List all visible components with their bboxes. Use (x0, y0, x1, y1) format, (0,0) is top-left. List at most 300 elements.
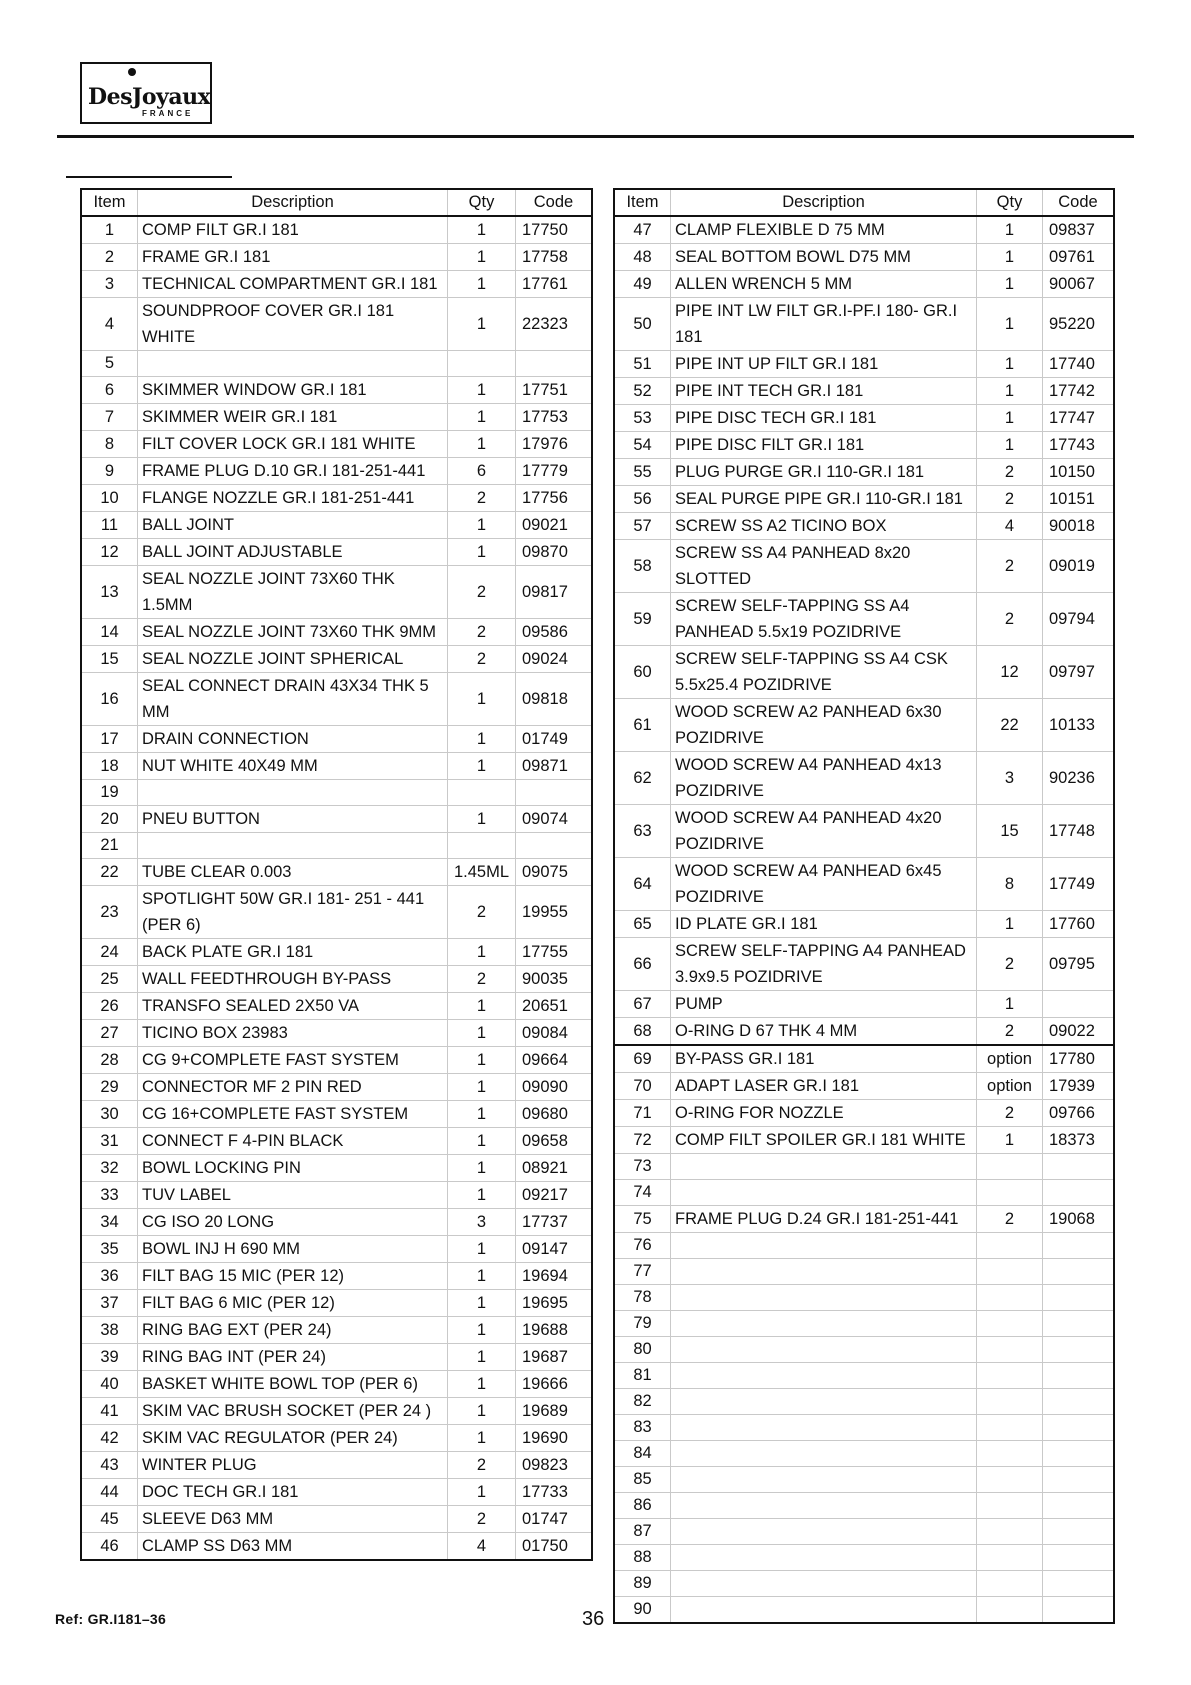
table-row (615, 752, 1114, 805)
cell-code: 90236 (1043, 752, 1114, 805)
col-item-header: Item (615, 190, 671, 217)
cell-qty: 1 (448, 939, 516, 966)
cell-item: 15 (82, 646, 138, 673)
table-row (615, 351, 1114, 378)
cell-item: 30 (82, 1101, 138, 1128)
cell-qty (977, 1180, 1043, 1206)
table-row (615, 1441, 1114, 1467)
cell-description: WINTER PLUG (138, 1452, 448, 1479)
cell-description: CG 9+COMPLETE FAST SYSTEM (138, 1047, 448, 1074)
cell-qty: 1.45ML (448, 859, 516, 886)
cell-item: 34 (82, 1209, 138, 1236)
cell-qty: 1 (448, 1155, 516, 1182)
cell-qty: option (977, 1073, 1043, 1100)
cell-qty (977, 1363, 1043, 1389)
table-row (82, 1128, 592, 1155)
cell-code (1043, 1154, 1114, 1180)
cell-qty: 1 (448, 673, 516, 726)
cell-description: PLUG PURGE GR.I 110-GR.I 181 (671, 459, 977, 486)
table-row (615, 1389, 1114, 1415)
cell-code: 09795 (1043, 938, 1114, 991)
cell-item: 11 (82, 512, 138, 539)
cell-code: 10133 (1043, 699, 1114, 752)
table-row (615, 1337, 1114, 1363)
cell-qty (977, 1467, 1043, 1493)
cell-qty: 2 (977, 1100, 1043, 1127)
cell-item: 71 (615, 1100, 671, 1127)
cell-code: 09147 (516, 1236, 592, 1263)
cell-description: RING BAG INT (PER 24) (138, 1344, 448, 1371)
cell-item: 41 (82, 1398, 138, 1425)
cell-description: SLEEVE D63 MM (138, 1506, 448, 1533)
cell-qty: 1 (448, 806, 516, 833)
cell-code: 09766 (1043, 1100, 1114, 1127)
cell-description (671, 1389, 977, 1415)
col-qty-header: Qty (448, 190, 516, 217)
cell-code: 17755 (516, 939, 592, 966)
cell-code: 19690 (516, 1425, 592, 1452)
cell-description: WOOD SCREW A4 PANHEAD 4x13 POZIDRIVE (671, 752, 977, 805)
cell-code (1043, 1363, 1114, 1389)
cell-description: CG 16+COMPLETE FAST SYSTEM (138, 1101, 448, 1128)
cell-item: 28 (82, 1047, 138, 1074)
cell-qty (448, 833, 516, 859)
cell-code: 19666 (516, 1371, 592, 1398)
cell-qty: 1 (448, 1290, 516, 1317)
cell-qty (977, 1285, 1043, 1311)
cell-code: 09217 (516, 1182, 592, 1209)
cell-description: TRANSFO SEALED 2X50 VA (138, 993, 448, 1020)
cell-item: 10 (82, 485, 138, 512)
cell-code: 17751 (516, 377, 592, 404)
table-row (82, 753, 592, 780)
table-row (615, 1545, 1114, 1571)
cell-code: 09794 (1043, 593, 1114, 646)
cell-code (1043, 1233, 1114, 1259)
cell-item: 7 (82, 404, 138, 431)
cell-qty: 2 (448, 619, 516, 646)
cell-item: 59 (615, 593, 671, 646)
footer-reference: Ref: GR.I181–36 (55, 1611, 167, 1627)
table-row (82, 1479, 592, 1506)
cell-code: 09818 (516, 673, 592, 726)
cell-code: 09019 (1043, 540, 1114, 593)
table-row (615, 459, 1114, 486)
cell-qty: 1 (448, 993, 516, 1020)
cell-qty: 1 (448, 271, 516, 298)
cell-code: 17756 (516, 485, 592, 512)
table-row (82, 1533, 592, 1560)
table-row (82, 1344, 592, 1371)
cell-code (1043, 1415, 1114, 1441)
cell-item: 16 (82, 673, 138, 726)
cell-qty: 1 (448, 1344, 516, 1371)
cell-description: SPOTLIGHT 50W GR.I 181- 251 - 441 (PER 6) (138, 886, 448, 939)
table-row (615, 991, 1114, 1018)
logo-mark-icon (128, 68, 136, 76)
cell-qty: 1 (977, 1127, 1043, 1154)
col-description-header: Description (138, 190, 448, 217)
cell-description: SKIM VAC REGULATOR (PER 24) (138, 1425, 448, 1452)
cell-code (516, 351, 592, 377)
table-header-row (82, 190, 592, 217)
cell-description: FLANGE NOZZLE GR.I 181-251-441 (138, 485, 448, 512)
col-qty-header: Qty (977, 190, 1043, 217)
table-row (615, 1100, 1114, 1127)
cell-item: 51 (615, 351, 671, 378)
cell-code: 17740 (1043, 351, 1114, 378)
cell-item: 13 (82, 566, 138, 619)
cell-qty: 1 (448, 1020, 516, 1047)
cell-item: 84 (615, 1441, 671, 1467)
table-row (615, 1311, 1114, 1337)
cell-item: 20 (82, 806, 138, 833)
cell-code: 17747 (1043, 405, 1114, 432)
cell-item: 45 (82, 1506, 138, 1533)
cell-code: 09823 (516, 1452, 592, 1479)
table-row (615, 1571, 1114, 1597)
cell-item: 79 (615, 1311, 671, 1337)
cell-code (1043, 1571, 1114, 1597)
cell-qty: 1 (448, 512, 516, 539)
cell-item: 17 (82, 726, 138, 753)
cell-description: TICINO BOX 23983 (138, 1020, 448, 1047)
cell-qty: 6 (448, 458, 516, 485)
table-row (615, 1519, 1114, 1545)
table-row (82, 1317, 592, 1344)
cell-code (1043, 1441, 1114, 1467)
table-row (82, 485, 592, 512)
cell-description: DRAIN CONNECTION (138, 726, 448, 753)
cell-item: 68 (615, 1018, 671, 1046)
cell-code: 09084 (516, 1020, 592, 1047)
table-row (82, 1290, 592, 1317)
cell-code: 09021 (516, 512, 592, 539)
cell-code (1043, 1180, 1114, 1206)
table-row (615, 1363, 1114, 1389)
cell-code (1043, 1285, 1114, 1311)
cell-item: 18 (82, 753, 138, 780)
cell-item: 69 (615, 1045, 671, 1073)
table-row (82, 216, 592, 244)
cell-description (671, 1441, 977, 1467)
cell-qty: 1 (977, 405, 1043, 432)
cell-code: 01750 (516, 1533, 592, 1560)
cell-qty: 2 (977, 486, 1043, 513)
cell-description (138, 351, 448, 377)
cell-code: 19689 (516, 1398, 592, 1425)
cell-code: 09586 (516, 619, 592, 646)
cell-item: 39 (82, 1344, 138, 1371)
cell-item: 12 (82, 539, 138, 566)
table-row (615, 1045, 1114, 1073)
cell-item: 1 (82, 216, 138, 244)
cell-description: ALLEN WRENCH 5 MM (671, 271, 977, 298)
cell-qty: 2 (977, 938, 1043, 991)
cell-qty: 1 (977, 991, 1043, 1018)
cell-qty: 1 (448, 298, 516, 351)
cell-description: ID PLATE GR.I 181 (671, 911, 977, 938)
cell-qty: 2 (977, 459, 1043, 486)
table-row (82, 431, 592, 458)
table-row (82, 1452, 592, 1479)
cell-code: 17760 (1043, 911, 1114, 938)
table-row (615, 513, 1114, 540)
cell-item: 47 (615, 216, 671, 244)
cell-code (516, 833, 592, 859)
cell-qty: 2 (448, 646, 516, 673)
cell-item: 76 (615, 1233, 671, 1259)
cell-description: O-RING D 67 THK 4 MM (671, 1018, 977, 1046)
table-row (82, 833, 592, 859)
cell-code: 17780 (1043, 1045, 1114, 1073)
cell-qty: 1 (448, 404, 516, 431)
table-row (82, 806, 592, 833)
table-row (82, 1020, 592, 1047)
col-code-header: Code (1043, 190, 1114, 217)
cell-code: 17737 (516, 1209, 592, 1236)
cell-description: SEAL CONNECT DRAIN 43X34 THK 5 MM (138, 673, 448, 726)
cell-item: 36 (82, 1263, 138, 1290)
cell-description (671, 1154, 977, 1180)
cell-description: SKIM VAC BRUSH SOCKET (PER 24 ) (138, 1398, 448, 1425)
cell-code: 08921 (516, 1155, 592, 1182)
cell-description: SOUNDPROOF COVER GR.I 181 WHITE (138, 298, 448, 351)
cell-description: BASKET WHITE BOWL TOP (PER 6) (138, 1371, 448, 1398)
cell-qty: 8 (977, 858, 1043, 911)
cell-code: 19687 (516, 1344, 592, 1371)
cell-item: 22 (82, 859, 138, 886)
cell-description (671, 1493, 977, 1519)
cell-qty: 15 (977, 805, 1043, 858)
cell-item: 9 (82, 458, 138, 485)
cell-code: 17779 (516, 458, 592, 485)
cell-description: CONNECT F 4-PIN BLACK (138, 1128, 448, 1155)
cell-qty: 1 (448, 1317, 516, 1344)
cell-item: 82 (615, 1389, 671, 1415)
table-row (82, 859, 592, 886)
cell-qty: 1 (448, 753, 516, 780)
cell-description (138, 780, 448, 806)
cell-qty: 1 (977, 271, 1043, 298)
cell-description: FILT BAG 15 MIC (PER 12) (138, 1263, 448, 1290)
table-row (615, 1018, 1114, 1046)
table-row (615, 486, 1114, 513)
cell-item: 49 (615, 271, 671, 298)
cell-qty: 1 (448, 1425, 516, 1452)
table-row (82, 673, 592, 726)
cell-description: TECHNICAL COMPARTMENT GR.I 181 (138, 271, 448, 298)
cell-qty (977, 1571, 1043, 1597)
cell-qty: 2 (977, 540, 1043, 593)
table-row (82, 1236, 592, 1263)
cell-code: 09075 (516, 859, 592, 886)
cell-item: 50 (615, 298, 671, 351)
cell-item: 67 (615, 991, 671, 1018)
cell-description: TUBE CLEAR 0.003 (138, 859, 448, 886)
cell-code: 10151 (1043, 486, 1114, 513)
table-row (615, 378, 1114, 405)
cell-item: 42 (82, 1425, 138, 1452)
table-row (615, 1259, 1114, 1285)
table-row (615, 1154, 1114, 1180)
cell-qty: 2 (448, 485, 516, 512)
cell-description: CLAMP SS D63 MM (138, 1533, 448, 1560)
cell-code: 17761 (516, 271, 592, 298)
cell-code: 01747 (516, 1506, 592, 1533)
cell-qty (977, 1259, 1043, 1285)
cell-item: 23 (82, 886, 138, 939)
table-row (615, 1206, 1114, 1233)
table-row (615, 1127, 1114, 1154)
table-header-row (615, 190, 1114, 217)
cell-qty: 1 (448, 1479, 516, 1506)
cell-item: 61 (615, 699, 671, 752)
cell-code (1043, 1519, 1114, 1545)
cell-description: SCREW SELF-TAPPING SS A4 CSK 5.5x25.4 POZIDRIVE (671, 646, 977, 699)
cell-item: 72 (615, 1127, 671, 1154)
cell-description: FRAME PLUG D.24 GR.I 181-251-441 (671, 1206, 977, 1233)
cell-item: 48 (615, 244, 671, 271)
cell-qty: 2 (448, 966, 516, 993)
table-row (82, 1371, 592, 1398)
cell-description: PUMP (671, 991, 977, 1018)
table-row (82, 404, 592, 431)
cell-code: 09680 (516, 1101, 592, 1128)
table-row (82, 993, 592, 1020)
cell-code: 90018 (1043, 513, 1114, 540)
cell-qty: 1 (448, 244, 516, 271)
table-row (615, 938, 1114, 991)
cell-description: SCREW SS A4 PANHEAD 8x20 SLOTTED (671, 540, 977, 593)
cell-description: FRAME PLUG D.10 GR.I 181-251-441 (138, 458, 448, 485)
cell-qty: 3 (448, 1209, 516, 1236)
cell-item: 37 (82, 1290, 138, 1317)
cell-code: 90067 (1043, 271, 1114, 298)
table-row (82, 244, 592, 271)
cell-qty: 2 (448, 1506, 516, 1533)
cell-qty: 12 (977, 646, 1043, 699)
cell-qty: 1 (448, 1398, 516, 1425)
cell-qty (448, 780, 516, 806)
cell-qty (977, 1441, 1043, 1467)
cell-code: 19694 (516, 1263, 592, 1290)
cell-code: 17742 (1043, 378, 1114, 405)
cell-description: SCREW SS A2 TICINO BOX (671, 513, 977, 540)
table-row (615, 1467, 1114, 1493)
cell-code: 09664 (516, 1047, 592, 1074)
table-row (82, 1074, 592, 1101)
cell-description: CONNECTOR MF 2 PIN RED (138, 1074, 448, 1101)
table-row (82, 298, 592, 351)
table-row (82, 1506, 592, 1533)
cell-code: 17758 (516, 244, 592, 271)
table-row (82, 886, 592, 939)
cell-qty (977, 1415, 1043, 1441)
cell-description (138, 833, 448, 859)
cell-code: 95220 (1043, 298, 1114, 351)
cell-description: COMP FILT SPOILER GR.I 181 WHITE (671, 1127, 977, 1154)
cell-code (1043, 1389, 1114, 1415)
table-row (82, 966, 592, 993)
cell-item: 19 (82, 780, 138, 806)
table-row (615, 1073, 1114, 1100)
cell-description: NUT WHITE 40X49 MM (138, 753, 448, 780)
cell-description: PIPE INT LW FILT GR.I-PF.I 180- GR.I 181 (671, 298, 977, 351)
cell-description: PIPE DISC TECH GR.I 181 (671, 405, 977, 432)
cell-item: 64 (615, 858, 671, 911)
table-row (82, 1155, 592, 1182)
cell-description: RING BAG EXT (PER 24) (138, 1317, 448, 1344)
table-row (615, 216, 1114, 244)
cell-qty: 1 (977, 216, 1043, 244)
cell-code: 19688 (516, 1317, 592, 1344)
cell-qty: 1 (977, 378, 1043, 405)
cell-code (516, 780, 592, 806)
cell-code: 90035 (516, 966, 592, 993)
cell-code: 09022 (1043, 1018, 1114, 1046)
cell-description (671, 1415, 977, 1441)
logo-subtitle: FRANCE (142, 109, 194, 118)
cell-description (671, 1337, 977, 1363)
cell-qty: 1 (448, 726, 516, 753)
cell-item: 52 (615, 378, 671, 405)
cell-item: 40 (82, 1371, 138, 1398)
table-row (615, 593, 1114, 646)
cell-code (1043, 1545, 1114, 1571)
cell-qty: 22 (977, 699, 1043, 752)
cell-item: 26 (82, 993, 138, 1020)
cell-item: 86 (615, 1493, 671, 1519)
cell-qty: 1 (977, 298, 1043, 351)
cell-description: BACK PLATE GR.I 181 (138, 939, 448, 966)
cell-description: PIPE INT UP FILT GR.I 181 (671, 351, 977, 378)
cell-qty: 1 (977, 432, 1043, 459)
cell-code: 01749 (516, 726, 592, 753)
cell-item: 8 (82, 431, 138, 458)
cell-code: 09817 (516, 566, 592, 619)
cell-item: 78 (615, 1285, 671, 1311)
cell-item: 54 (615, 432, 671, 459)
cell-item: 32 (82, 1155, 138, 1182)
table-row (82, 646, 592, 673)
cell-item: 35 (82, 1236, 138, 1263)
cell-description: WOOD SCREW A4 PANHEAD 6x45 POZIDRIVE (671, 858, 977, 911)
cell-item: 58 (615, 540, 671, 593)
cell-item: 38 (82, 1317, 138, 1344)
cell-code: 18373 (1043, 1127, 1114, 1154)
cell-qty (977, 1545, 1043, 1571)
cell-description: DOC TECH GR.I 181 (138, 1479, 448, 1506)
cell-qty: 1 (977, 244, 1043, 271)
cell-item: 33 (82, 1182, 138, 1209)
cell-code: 17733 (516, 1479, 592, 1506)
cell-qty (977, 1493, 1043, 1519)
cell-description: BALL JOINT (138, 512, 448, 539)
cell-description: SEAL PURGE PIPE GR.I 110-GR.I 181 (671, 486, 977, 513)
table-row (82, 351, 592, 377)
cell-qty (977, 1233, 1043, 1259)
cell-qty: 2 (448, 1452, 516, 1479)
cell-qty: 1 (448, 1047, 516, 1074)
cell-item: 21 (82, 833, 138, 859)
cell-code: 19695 (516, 1290, 592, 1317)
cell-item: 88 (615, 1545, 671, 1571)
desjoyaux-logo (80, 62, 212, 124)
col-code-header: Code (516, 190, 592, 217)
table-row (615, 1233, 1114, 1259)
cell-description (671, 1467, 977, 1493)
